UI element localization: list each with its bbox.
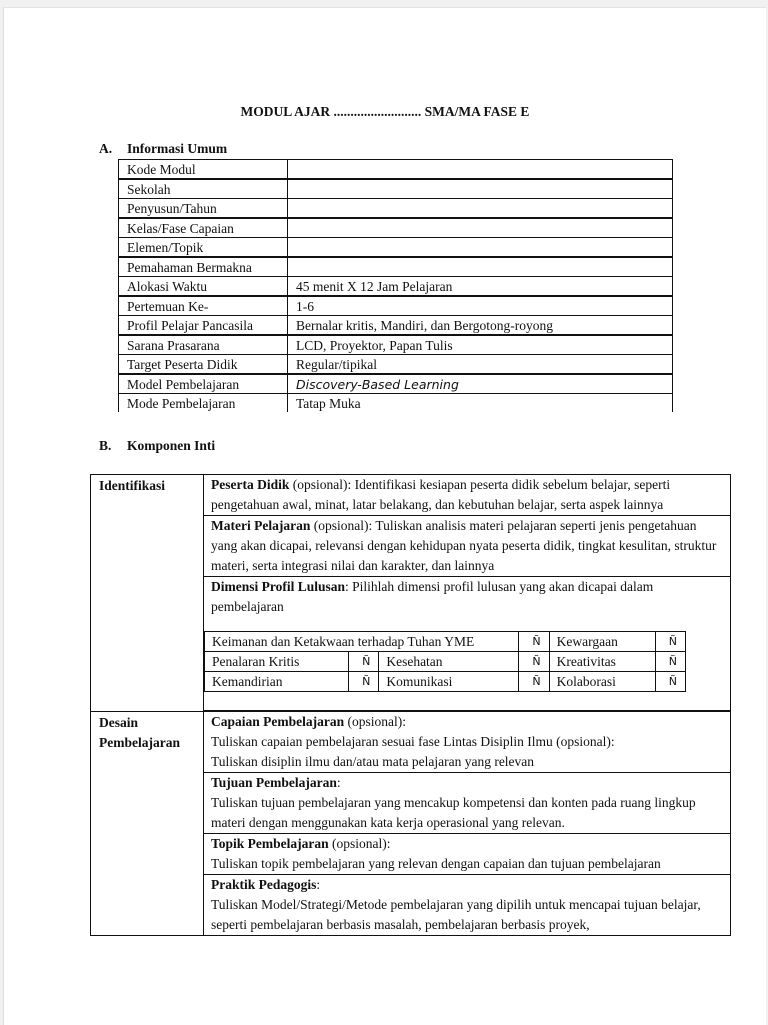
- info-value: Regular/tipikal: [288, 355, 673, 375]
- checkbox-icon[interactable]: Ñ: [349, 672, 379, 692]
- praktik-heading: Praktik Pedagogis: [211, 877, 317, 892]
- info-row: [119, 160, 673, 180]
- desain-label-line2: Pembelajaran: [99, 735, 180, 750]
- dimensi-block: [204, 577, 730, 617]
- info-value: [288, 238, 673, 258]
- info-label: Pemahaman Bermakna: [119, 257, 288, 277]
- topik-suffix: (opsional):: [328, 836, 391, 851]
- info-row: [119, 199, 673, 219]
- info-label: Sarana Prasarana: [119, 335, 288, 355]
- desain-row: [91, 712, 731, 936]
- info-label: Mode Pembelajaran: [119, 394, 288, 413]
- document-title: MODUL AJAR .......................... SMA/MA FASE E: [240, 104, 530, 119]
- info-row: [119, 238, 673, 258]
- info-label: Kelas/Fase Capaian: [119, 218, 288, 238]
- dimensi-label: Kolaborasi: [549, 672, 655, 692]
- document-page: [3, 7, 766, 1025]
- materi-heading: Materi Pelajaran: [211, 518, 311, 533]
- praktik-suffix: :: [316, 877, 321, 892]
- dimensi-heading: Dimensi Profil Lulusan: [211, 579, 346, 594]
- info-row: [119, 355, 673, 375]
- checkbox-icon[interactable]: Ñ: [519, 632, 549, 652]
- dimensi-row: [205, 652, 686, 672]
- dimensi-label: Keimanan dan Ketakwaan terhadap Tuhan YME: [205, 632, 519, 652]
- info-label: Elemen/Topik: [119, 238, 288, 258]
- info-value: [288, 160, 673, 180]
- praktik-block: [204, 875, 730, 935]
- info-value: 1-6: [288, 296, 673, 316]
- core-table: [90, 474, 731, 936]
- info-label: Pertemuan Ke-: [119, 296, 288, 316]
- checkbox-icon[interactable]: Ñ: [519, 652, 549, 672]
- identifikasi-row: [91, 475, 731, 712]
- info-value: [288, 257, 673, 277]
- dimensi-label: Komunikasi: [379, 672, 519, 692]
- materi-block: [204, 516, 730, 577]
- dimensi-label: Kewargaan: [549, 632, 655, 652]
- section-b-letter: B.: [99, 438, 112, 453]
- topik-block: [204, 834, 730, 875]
- desain-label-line1: Desain: [99, 715, 139, 730]
- info-row: [119, 394, 673, 413]
- tujuan-block: [204, 773, 730, 834]
- capaian-block: [204, 712, 730, 773]
- dimensi-label: Penalaran Kritis: [205, 652, 349, 672]
- section-a-letter: A.: [99, 141, 113, 156]
- info-label: Alokasi Waktu: [119, 277, 288, 297]
- info-value: LCD, Proyektor, Papan Tulis: [288, 335, 673, 355]
- info-label: Kode Modul: [119, 160, 288, 180]
- info-value: [288, 179, 673, 199]
- desain-content: [204, 712, 731, 936]
- info-row: [119, 179, 673, 199]
- checkbox-icon[interactable]: Ñ: [655, 632, 685, 652]
- info-row: [119, 277, 673, 297]
- dimensi-label: Kesehatan: [379, 652, 519, 672]
- dimensi-table: [204, 631, 686, 692]
- section-a-title: Informasi Umum: [127, 141, 228, 156]
- capaian-suffix: (opsional):: [344, 714, 406, 729]
- checkbox-icon[interactable]: Ñ: [655, 652, 685, 672]
- info-row: [119, 316, 673, 336]
- tujuan-suffix: :: [336, 775, 341, 790]
- info-value: Discovery-Based Learning: [288, 374, 673, 394]
- info-row: [119, 335, 673, 355]
- topik-text: Tuliskan topik pembelajaran yang relevan dengan capaian dan tujuan pembelajaran: [211, 856, 661, 871]
- info-row: [119, 296, 673, 316]
- info-value: Bernalar kritis, Mandiri, dan Bergotong-royong: [288, 316, 673, 336]
- section-b-title: Komponen Inti: [127, 438, 216, 453]
- checkbox-icon[interactable]: Ñ: [349, 652, 379, 672]
- identifikasi-content: [204, 475, 731, 712]
- info-row: [119, 218, 673, 238]
- info-value: Tatap Muka: [288, 394, 673, 413]
- info-label: Sekolah: [119, 179, 288, 199]
- desain-label: [91, 712, 204, 936]
- info-label: Target Peserta Didik: [119, 355, 288, 375]
- info-label: Penyusun/Tahun: [119, 199, 288, 219]
- tujuan-text: Tuliskan tujuan pembelajaran yang mencakup kompetensi dan konten pada ruang lingkup materi dengan menggunakan kata kerja operasional yang relevan.: [211, 795, 696, 830]
- info-value: [288, 218, 673, 238]
- dimensi-label: Kreativitas: [549, 652, 655, 672]
- info-label: Profil Pelajar Pancasila: [119, 316, 288, 336]
- info-value: [288, 199, 673, 219]
- section-b-heading: [99, 438, 215, 454]
- checkbox-icon[interactable]: Ñ: [519, 672, 549, 692]
- dimensi-table-wrap: [204, 617, 730, 711]
- topik-heading: Topik Pembelajaran: [211, 836, 329, 851]
- capaian-heading: Capaian Pembelajaran: [211, 714, 345, 729]
- peserta-didik-block: [204, 475, 730, 516]
- materi-text: (opsional): Tuliskan analisis materi pelajaran seperti jenis pengetahuan yang akan dicapai, relevansi dengan kehidupan nyata peserta didik, tingkat kesulitan, struktur materi, serta integrasi nilai dan karakter, dan lainnya: [211, 518, 717, 573]
- info-row: [119, 257, 673, 277]
- praktik-text: Tuliskan Model/Strategi/Metode pembelajaran yang dipilih untuk mencapai tujuan belajar, seperti pembelajaran berbasis masalah, pembelajaran berbasis proyek,: [211, 897, 701, 932]
- info-label: Model Pembelajaran: [119, 374, 288, 394]
- identifikasi-label: Identifikasi: [91, 475, 204, 712]
- checkbox-icon[interactable]: Ñ: [655, 672, 685, 692]
- capaian-line1: Tuliskan capaian pembelajaran sesuai fase Lintas Disiplin Ilmu (opsional):: [211, 734, 615, 749]
- tujuan-heading: Tujuan Pembelajaran: [211, 775, 337, 790]
- info-row: [119, 374, 673, 394]
- info-table: [118, 159, 673, 412]
- peserta-didik-heading: Peserta Didik: [211, 477, 290, 492]
- info-value: 45 menit X 12 Jam Pelajaran: [288, 277, 673, 297]
- dimensi-text: : Pilihlah dimensi profil lulusan yang akan dicapai dalam pembelajaran: [211, 579, 654, 614]
- dimensi-row: [205, 632, 686, 652]
- dimensi-row: [205, 672, 686, 692]
- section-a-heading: [99, 141, 227, 157]
- dimensi-label: Kemandirian: [205, 672, 349, 692]
- capaian-line2: Tuliskan disiplin ilmu dan/atau mata pelajaran yang relevan: [211, 754, 535, 769]
- peserta-didik-text: (opsional): Identifikasi kesiapan peserta didik sebelum belajar, seperti pengetahuan awal, minat, latar belakang, dan kebutuhan belajar, serta aspek lainnya: [211, 477, 671, 512]
